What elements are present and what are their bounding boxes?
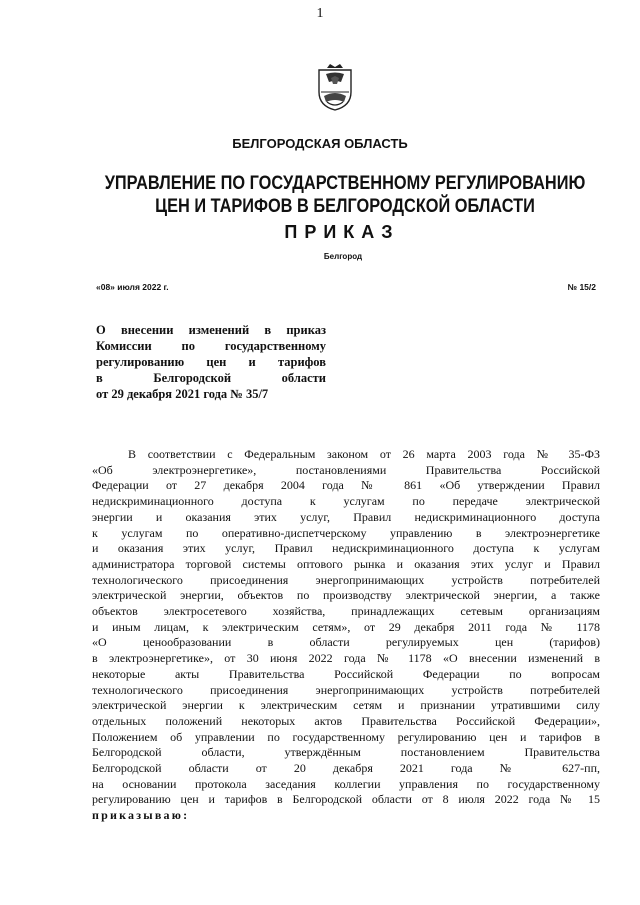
body-line: администратора торговой системы оптового рынка и оказания этих услуг и Правил [92,556,600,571]
region-name: БЕЛГОРОДСКАЯ ОБЛАСТЬ [232,136,408,151]
coat-of-arms-emblem [315,62,355,112]
order-directive: приказываю: [92,808,190,823]
subject-line: Комиссии по государственному [96,339,326,353]
subject-line: в Белгородской области [96,371,326,385]
city-name: Белгород [323,252,363,261]
body-line: электрической энергии, объектов по производству электрической энергии, а также [92,588,600,603]
order-subject [96,322,326,402]
body-line: на основании протокола заседания коллегии управления по государственному [92,776,600,791]
body-line: недискриминационного доступа к услугам по передаче электрической [92,494,600,509]
subject-line: от 29 декабря 2021 года № 35/7 [96,387,269,401]
body-line: энергии и оказания этих услуг, Правил недискриминационного доступа [92,509,600,524]
body-line: к услугам по оперативно-диспетчерскому управлению в электроэнергетике [92,525,600,540]
body-line: В соответствии с Федеральным законом от 26 марта 2003 года № 35-ФЗ [128,447,600,461]
order-number: № 15/2 [567,282,596,292]
body-line: отдельных положений некоторых актов Правительства Российской Федерации», [92,713,600,728]
body-line: технологического присоединения энергопринимающих устройств потребителей [92,572,600,587]
subject-line: регулированию цен и тарифов [96,355,326,369]
body-line: электрической энергии к электрическим сетям и признании утратившими силу [92,698,600,713]
order-date: «08» июля 2022 г. [96,282,169,292]
subject-line: О внесении изменений в приказ [96,323,326,337]
document-type-title: ПРИКАЗ [284,222,400,242]
body-line: регулированию цен и тарифов в Белгородской области от 8 июля 2022 года № 15 [92,792,600,807]
body-line: некоторые акты Правительства Российской Федерации по вопросам [92,666,600,681]
body-line: объектов электросетевого хозяйства, принадлежащих сетевым организациям [92,604,600,619]
body-line: и иным лицам, к электрическим сетям», от 29 декабря 2011 года № 1178 [92,619,600,634]
body-line: «О ценообразовании в области регулируемых цен (тарифов) [92,635,600,650]
body-line: Белгородской области от 20 декабря 2021 года № 627-пп, [92,761,600,776]
body-line: в электроэнергетике», от 30 июня 2022 года № 1178 «О внесении изменений в [92,651,600,666]
body-line: Положением об управлении по государственному регулированию цен и тарифов в [92,729,600,744]
body-line: и оказания этих услуг, Правил недискриминационного доступа к услугам [92,541,600,556]
order-body-text [92,447,600,824]
page-number: 1 [316,6,324,21]
body-line: «Об электроэнергетике», постановлениями Правительства Российской [92,462,600,477]
body-line: технологического присоединения энергопринимающих устройств потребителей [92,682,600,697]
body-line: Белгородской области, утверждённым постановлением Правительства [92,745,600,760]
agency-name [48,172,640,218]
agency-name-line: ЦЕН И ТАРИФОВ В БЕЛГОРОДСКОЙ ОБЛАСТИ [155,196,535,217]
agency-name-line: УПРАВЛЕНИЕ ПО ГОСУДАРСТВЕННОМУ РЕГУЛИРОВАНИЮ [104,173,586,194]
body-line: Федерации от 27 декабря 2004 года № 861 «Об утверждении Правил [92,478,600,493]
